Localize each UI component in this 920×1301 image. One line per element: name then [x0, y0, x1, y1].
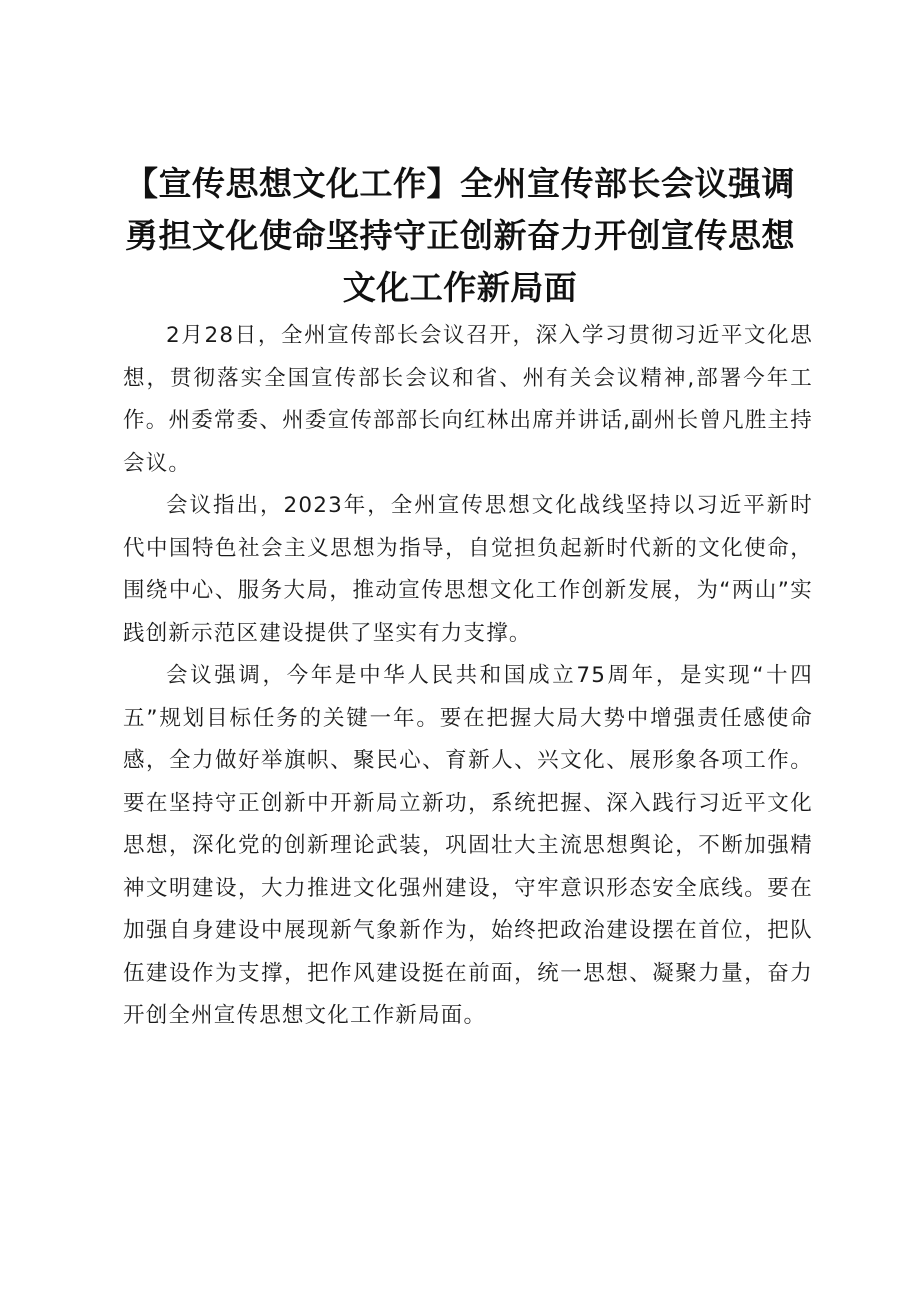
paragraph-3: 会议强调，今年是中华人民共和国成立75周年，是实现“十四五”规划目标任务的关键一年。要在把握大局大势中增强责任感使命感，全力做好举旗帜、聚民心、育新人、兴文化、展形象各项工作。要在坚持守正创新中开新局立新功，系统把握、深入践行习近平文化思想，深化党的创新理论武装，巩固壮大主流思想舆论，不断加强精神文明建设，大力推进文化强州建设，守牢意识形态安全底线。要在加强自身建设中展现新气象新作为，始终把政治建设摆在首位，把队伍建设作为支撑，把作风建设挺在前面，统一思想、凝聚力量，奋力开创全州宣传思想文化工作新局面。	[123, 663, 813, 1028]
document-body	[123, 315, 813, 1038]
paragraph-1: 2月28日，全州宣传部长会议召开，深入学习贯彻习近平文化思想，贯彻落实全国宣传部长会议和省、州有关会议精神,部署今年工作。州委常委、州委宣传部部长向红林出席并讲话,副州长曾凡胜主持会议。	[123, 323, 813, 476]
paragraph-2: 会议指出，2023年，全州宣传思想文化战线坚持以习近平新时代中国特色社会主义思想为指导，自觉担负起新时代新的文化使命，围绕中心、服务大局，推动宣传思想文化工作创新发展，为“两山”实践创新示范区建设提供了坚实有力支撑。	[123, 493, 813, 646]
title-line-2: 勇担文化使命坚持守正创新奋力开创宣传思想	[125, 216, 795, 255]
title-line-1: 【宣传思想文化工作】全州宣传部长会议强调	[125, 164, 795, 203]
document-title	[100, 158, 820, 314]
title-line-3: 文化工作新局面	[342, 268, 578, 307]
